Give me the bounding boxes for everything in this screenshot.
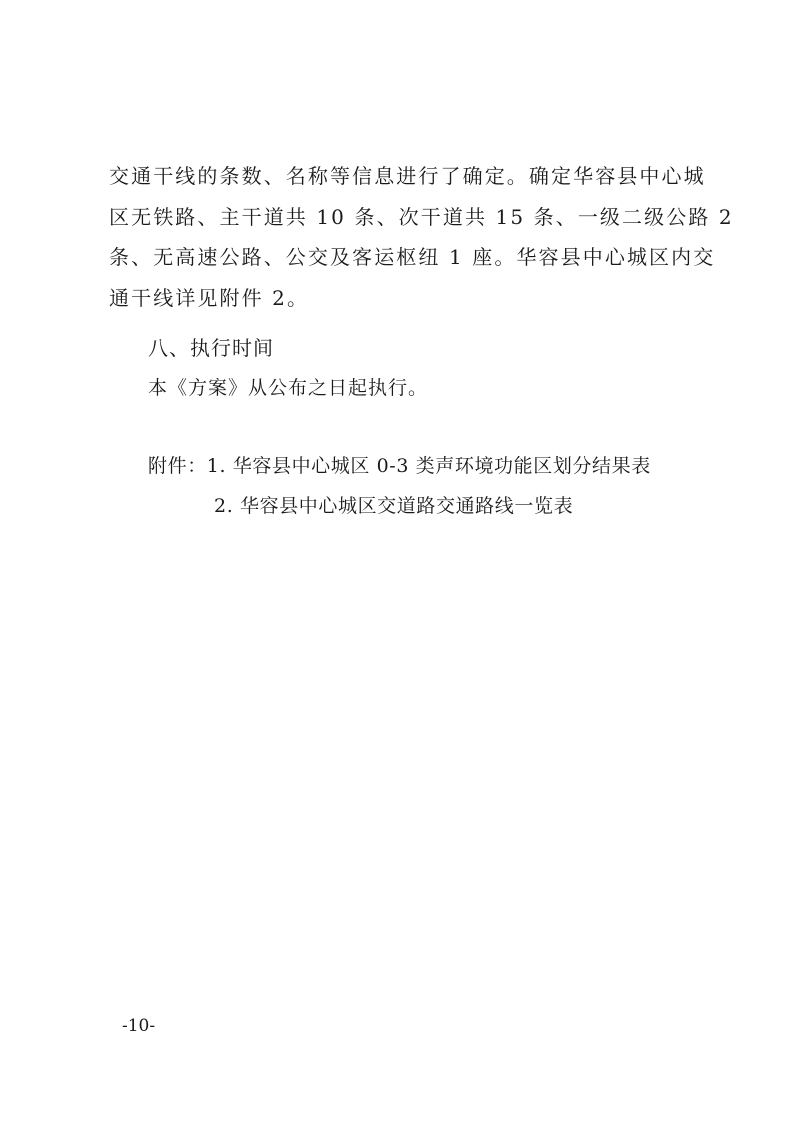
section-body: 本《方案》从公布之日起执行。 — [148, 377, 429, 399]
paragraph-line: 条、无高速公路、公交及客运枢纽 1 座。华容县中心城区内交 — [109, 245, 716, 269]
paragraph-line: 区无铁路、主干道共 10 条、次干道共 15 条、一级二级公路 2 — [109, 204, 734, 229]
section-heading: 八、执行时间 — [148, 336, 274, 360]
attachment-item-2: 2. 华容县中心城区交道路交通路线一览表 — [214, 495, 574, 517]
page-number: -10- — [122, 1016, 156, 1036]
paragraph-line: 通干线详见附件 2。 — [109, 285, 310, 310]
paragraph-line: 交通干线的条数、名称等信息进行了确定。确定华容县中心城 — [109, 164, 706, 188]
attachment-item-1: 附件：1. 华容县中心城区 0-3 类声环境功能区划分结果表 — [148, 455, 651, 477]
body-paragraph — [109, 156, 734, 318]
